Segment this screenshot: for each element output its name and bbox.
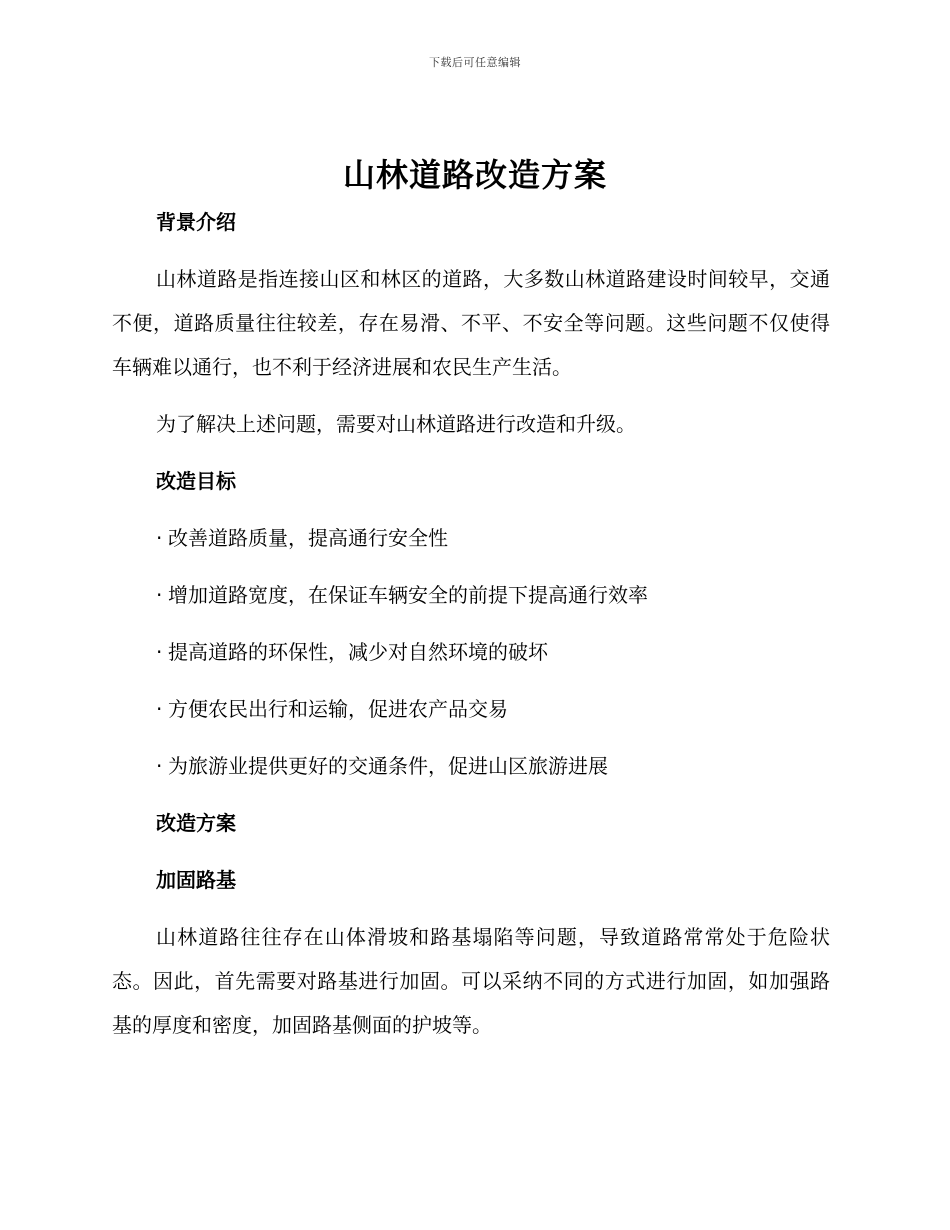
goal-list-item bbox=[112, 744, 830, 788]
bullet-icon: · bbox=[156, 583, 163, 607]
goal-list-item bbox=[112, 516, 830, 560]
background-paragraph-2: 为了解决上述问题，需要对山林道路进行改造和升级。 bbox=[156, 412, 636, 436]
background-paragraph-1: 山林道路是指连接山区和林区的道路，大多数山林道路建设时间较早，交通不便，道路质量往往较差，存在易滑、不平、不安全等问题。这些问题不仅使得车辆难以通行，也不利于经济进展和农民生产生活。 bbox=[112, 267, 830, 379]
goal-list-item bbox=[112, 573, 830, 617]
goal-list-item bbox=[112, 630, 830, 674]
bullet-icon: · bbox=[156, 526, 163, 550]
document-title: 山林道路改造方案 bbox=[342, 156, 607, 194]
goal-item-text: 改善道路质量，提高通行安全性 bbox=[168, 526, 448, 550]
goal-item-text: 提高道路的环保性，减少对自然环境的破坏 bbox=[168, 640, 548, 664]
goal-list-item bbox=[112, 687, 830, 731]
roadbed-paragraph: 山林道路往往存在山体滑坡和路基塌陷等问题，导致道路常常处于危险状态。因此，首先需要对路基进行加固。可以采纳不同的方式进行加固，如加强路基的厚度和密度，加固路基侧面的护坡等。 bbox=[112, 925, 830, 1037]
section-heading-goals: 改造目标 bbox=[156, 469, 236, 493]
subsection-heading-roadbed: 加固路基 bbox=[156, 868, 236, 892]
section-heading-background: 背景介绍 bbox=[156, 210, 236, 234]
document-body bbox=[112, 200, 830, 1060]
goal-item-text: 为旅游业提供更好的交通条件，促进山区旅游进展 bbox=[168, 754, 608, 778]
goal-item-text: 方便农民出行和运输，促进农产品交易 bbox=[168, 697, 508, 721]
bullet-icon: · bbox=[156, 754, 163, 778]
section-heading-plan: 改造方案 bbox=[156, 811, 236, 835]
header-note: 下载后可任意编辑 bbox=[429, 56, 521, 69]
goal-item-text: 增加道路宽度，在保证车辆安全的前提下提高通行效率 bbox=[168, 583, 648, 607]
bullet-icon: · bbox=[156, 697, 163, 721]
bullet-icon: · bbox=[156, 640, 163, 664]
